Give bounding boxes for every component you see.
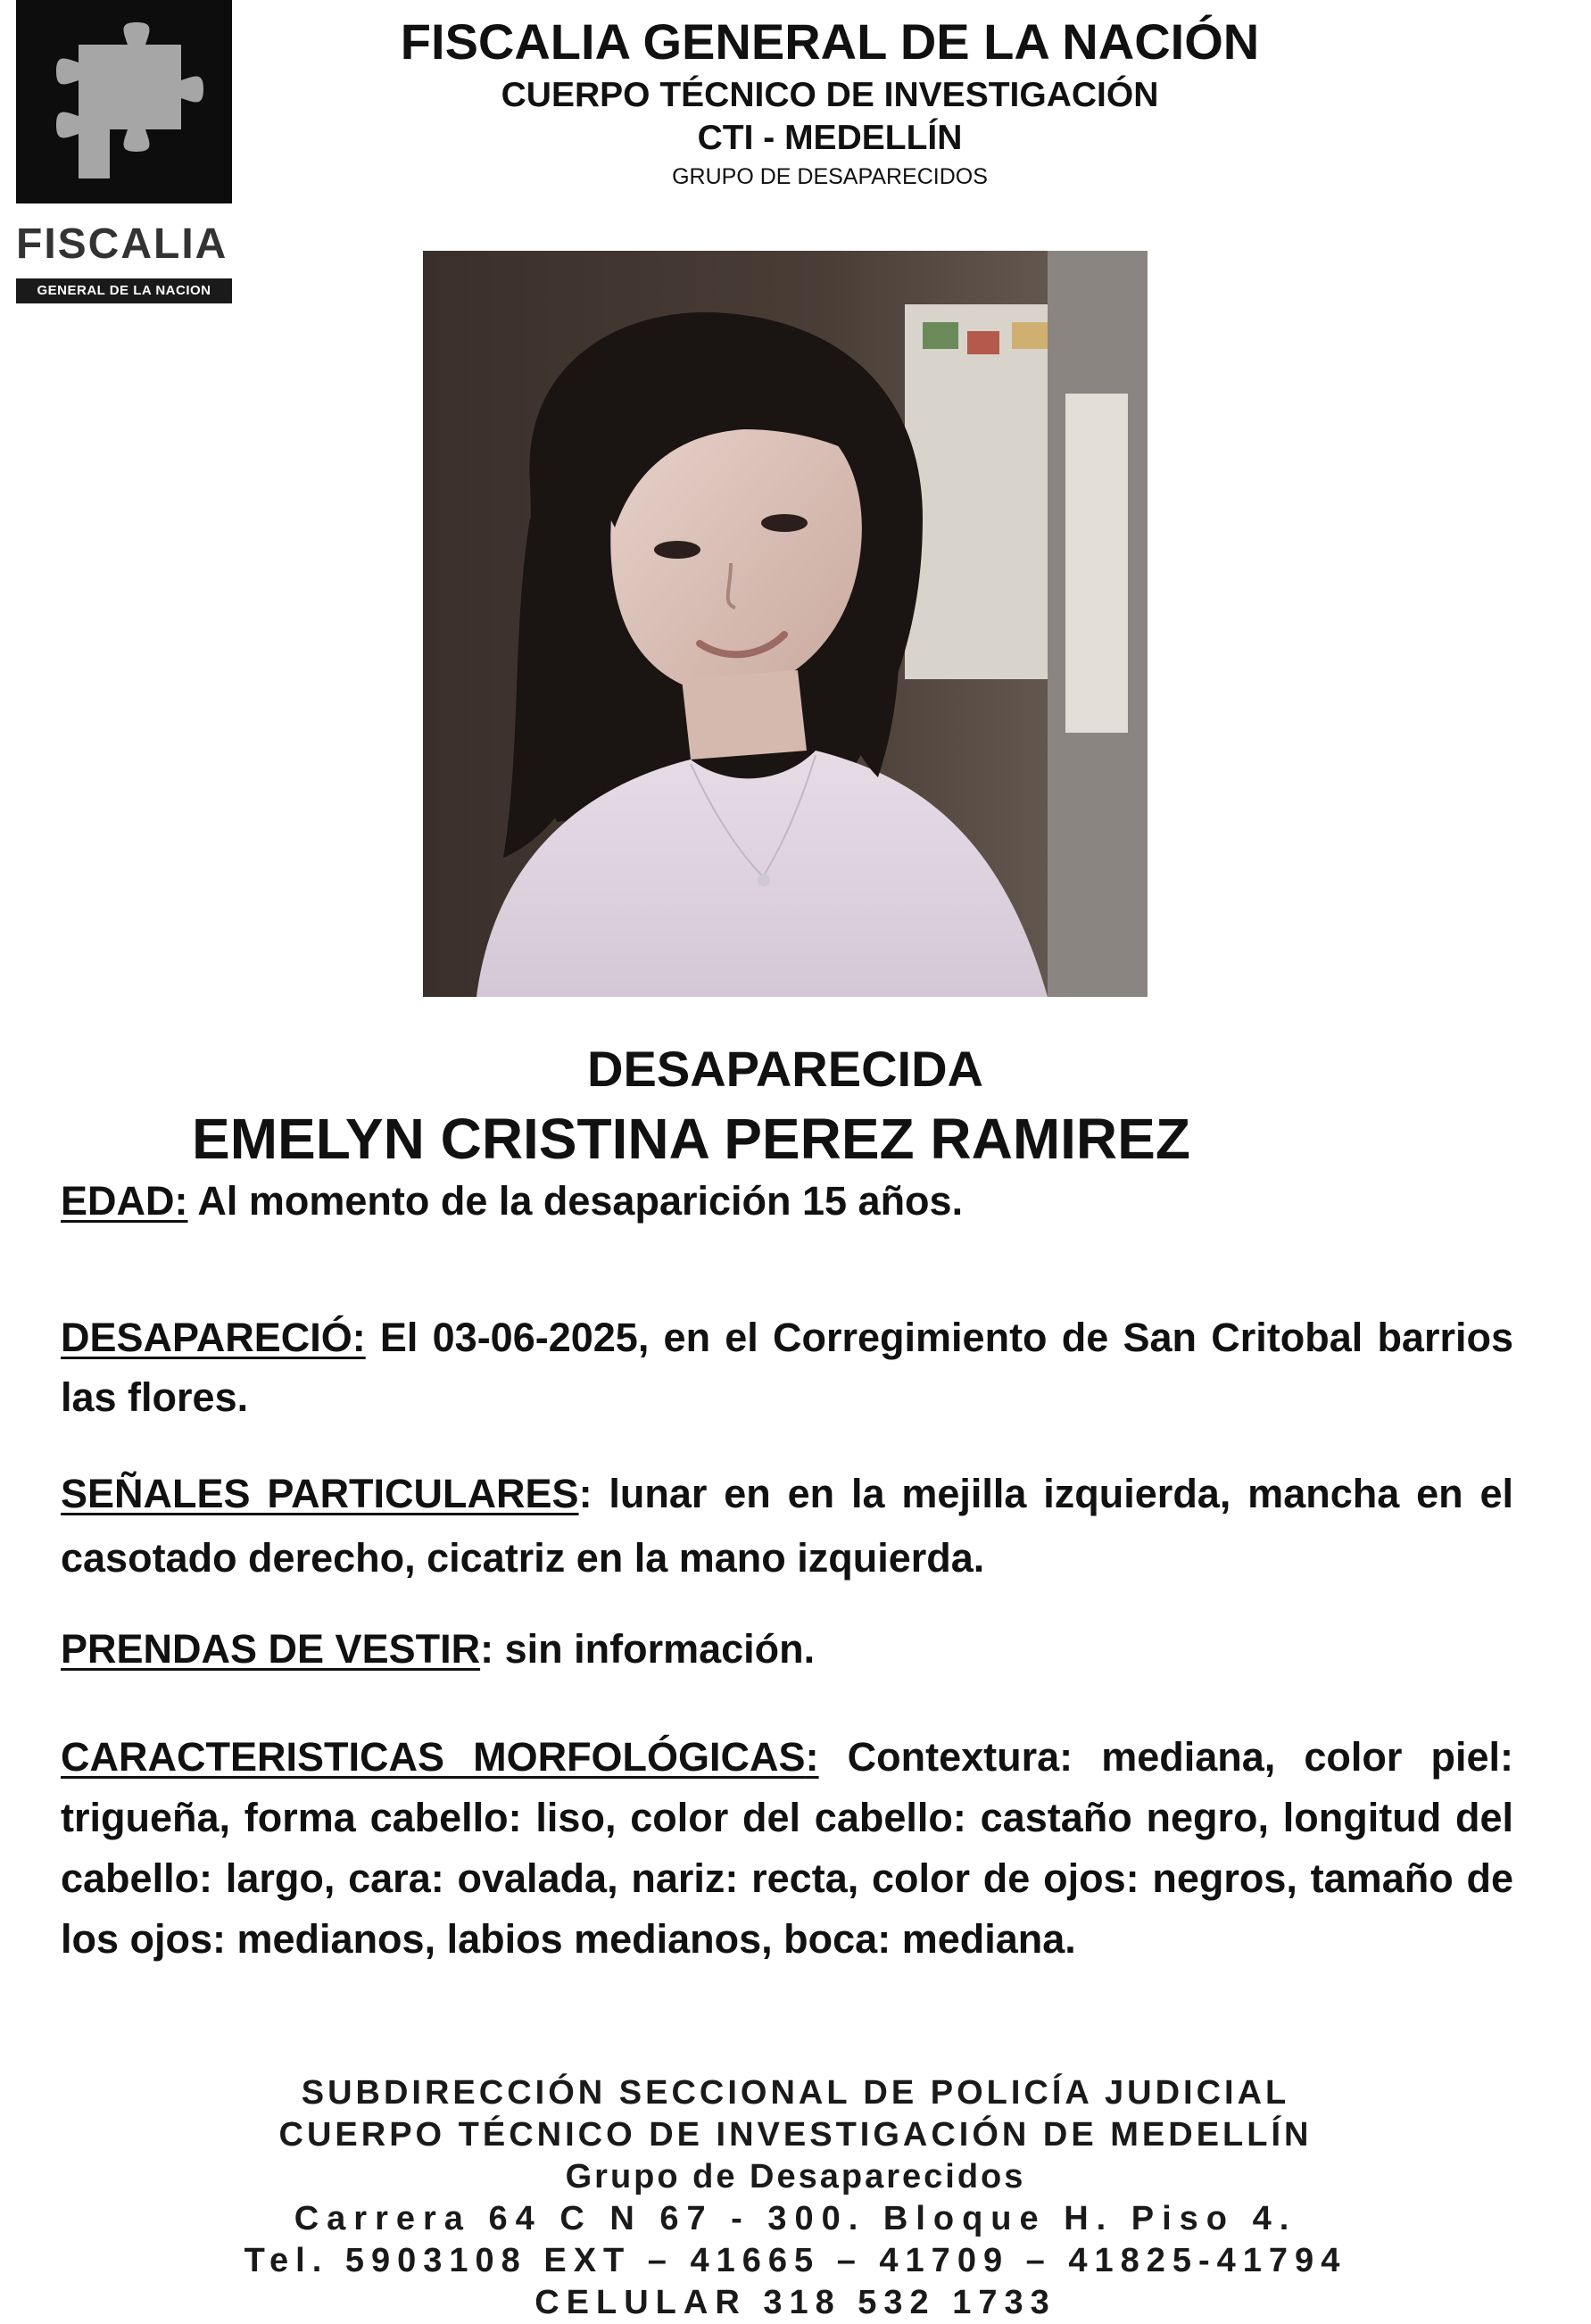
puzzle-icon	[43, 18, 212, 187]
footer-phone: Tel. 5903108 EXT – 41665 – 41709 – 41825-41794	[244, 2242, 1347, 2279]
disappeared-paragraph	[61, 1307, 1513, 1427]
missing-person-photo	[423, 251, 1148, 997]
clothing-paragraph	[61, 1619, 1513, 1679]
marks-paragraph	[61, 1462, 1513, 1590]
fiscalia-logo	[16, 0, 232, 308]
header-office: CTI - MEDELLÍN	[697, 119, 963, 157]
header-group: GRUPO DE DESAPARECIDOS	[672, 164, 988, 189]
logo-black-panel	[16, 0, 232, 203]
age-value: Al momento de la desaparición 15 años.	[187, 1178, 964, 1224]
clothing-label: PRENDAS DE VESTIR	[61, 1626, 481, 1672]
age-label: EDAD:	[61, 1178, 188, 1224]
clothing-value: : sin información.	[480, 1626, 816, 1672]
footer-group: Grupo de Desaparecidos	[565, 2158, 1026, 2195]
status-title: DESAPARECIDA	[587, 1041, 983, 1097]
footer-address: Carrera 64 C N 67 - 300. Bloque H. Piso 4.	[294, 2200, 1297, 2237]
logo-subtitle: GENERAL DE LA NACION	[16, 278, 232, 303]
person-name: EMELYN CRISTINA PEREZ RAMIREZ	[192, 1107, 1190, 1171]
disappeared-label: DESAPARECIÓ:	[61, 1315, 366, 1360]
footer-cti: CUERPO TÉCNICO DE INVESTIGACIÓN DE MEDELLÍN	[278, 2116, 1313, 2154]
footer-subdirection: SUBDIRECCIÓN SECCIONAL DE POLICÍA JUDICIAL	[301, 2074, 1290, 2112]
features-colon: :	[805, 1734, 819, 1780]
header-agency: FISCALIA GENERAL DE LA NACIÓN	[400, 13, 1260, 70]
marks-value: : lunar en en la mejilla izquierda, mancha en el casotado derecho, cicatriz en la mano izquierda.	[61, 1471, 1513, 1581]
photo-illustration	[423, 251, 1148, 997]
footer-mobile: CELULAR 318 532 1733	[534, 2284, 1057, 2321]
features-paragraph	[61, 1727, 1513, 1970]
age-paragraph	[61, 1171, 1513, 1231]
disappeared-value: El 03-06-2025, en el Corregimiento de San Critobal barrios las flores.	[61, 1315, 1513, 1420]
logo-wordmark: FISCALIA	[16, 220, 228, 268]
features-label: CARACTERISTICAS MORFOLÓGICAS	[61, 1734, 806, 1780]
marks-label: SEÑALES PARTICULARES	[61, 1471, 579, 1516]
header-department: CUERPO TÉCNICO DE INVESTIGACIÓN	[501, 76, 1159, 114]
features-value: Contextura: mediana, color piel: trigueña, forma cabello: liso, color del cabello: castaño negro, longitud del cabello: largo, cara: ovalada, nariz: recta, color de ojos: negros, tamaño de los ojos: medianos, labios medianos, boca: mediana.	[61, 1734, 1513, 1962]
